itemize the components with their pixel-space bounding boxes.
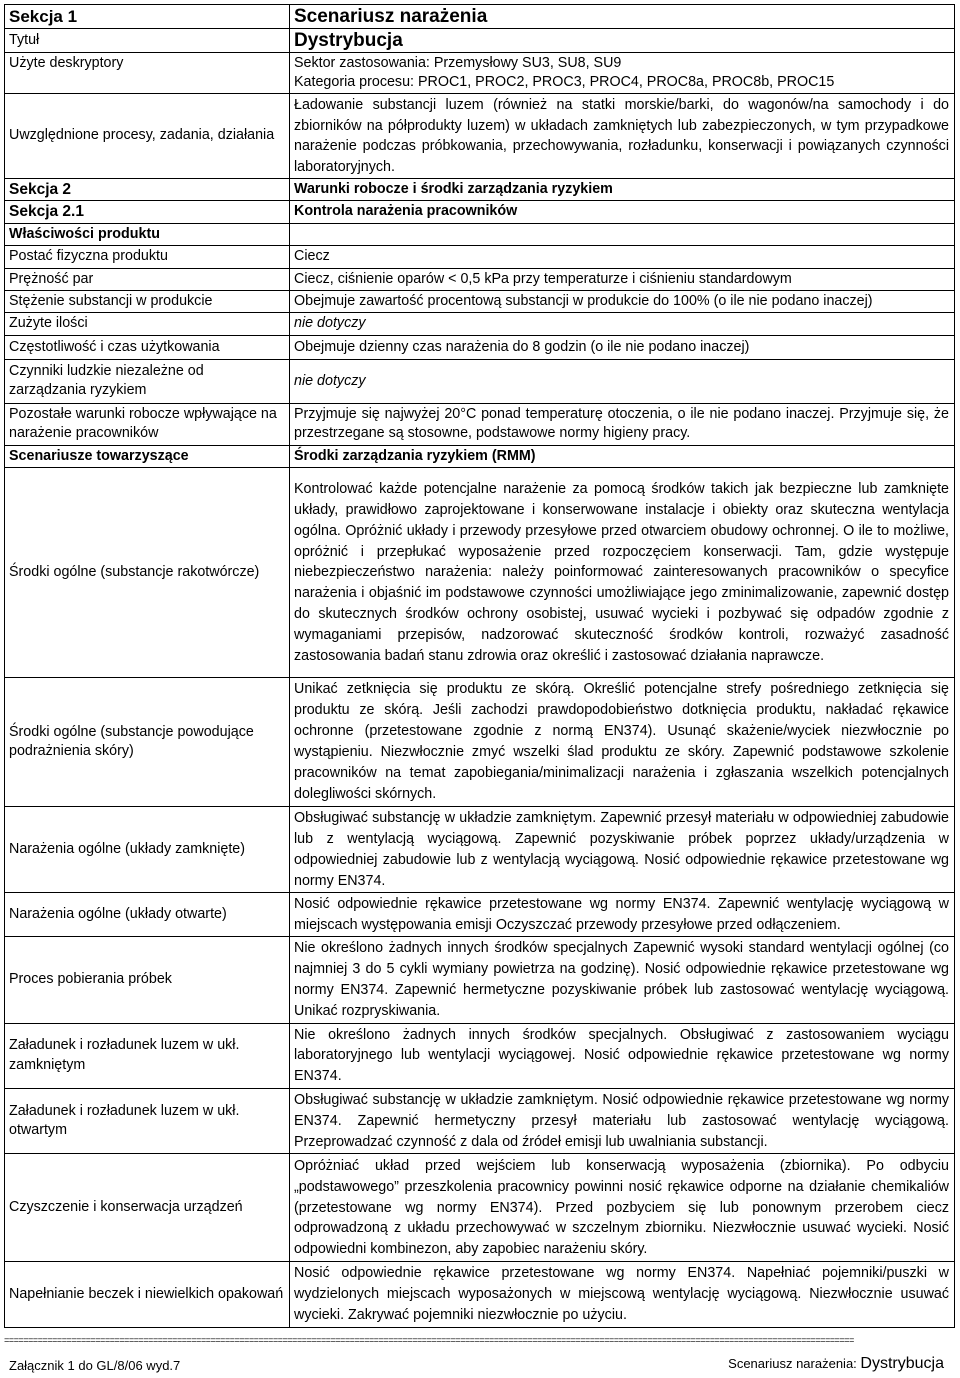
physical-form-value: Ciecz <box>290 246 955 268</box>
section-2-1-title: Kontrola narażenia pracowników <box>290 201 955 223</box>
table-row <box>5 359 955 403</box>
open-bulk-transfer-value: Obsługiwać substancję w układzie zamkniętym. Nosić odpowiednie rękawice przetestowane wg normy EN374. Zapewnić hermetyczny przesył materiału lub zastosować wentylację wyciągową. Przeprowadzać czynność z dala od źródeł emisji lub uwalniania substancji. <box>290 1089 955 1154</box>
separator-line: ================================================================================================================================================================================= <box>4 1337 854 1346</box>
frequency-label: Częstotliwość i czas użytkowania <box>5 335 290 359</box>
process-category: Kategoria procesu: PROC1, PROC2, PROC3, PROC4, PROC8a, PROC8b, PROC15 <box>294 74 835 90</box>
skin-irritant-measures-value: Unikać zetknięcia się produktu ze skórą. Określić potencjalne strefy pośredniego zetknięcia się produktu ze skórą. Jeśli zachodzi prawdopodobieństwo dotknięcia produktu, nakładać rękawice ochronne (przetestowane zgodnie z normą EN374). Usunąć skażenie/wyciek niezwłocznie po wystąpieniu. Niezwłocznie zmyć wszelki ślad produktu ze skóry. Zapewnić podstawowe szkolenie pracowników na temat zapobiegania/minimalizacji narażenia i zgłaszania wszelkich potencjalnych dolegliwości skórnych. <box>290 678 955 807</box>
product-properties-label: Właściwości produktu <box>5 223 290 245</box>
table-row <box>5 403 955 445</box>
vapour-pressure-label: Prężność par <box>5 268 290 290</box>
maintenance-value: Opróżniać układ przed wejściem lub konserwacją wyposażenia (zbiornika). Po odbyciu „podstawowego” przeszkolenia pracownicy powinni nosić rękawice odporne na działanie chemikaliów (przetestowane wg normy EN374). Przed pozbyciem się lub ponownym przerobem ciecz odprowadzoną z układu przechowywać w szczelnym zbiorniku. Niezwłocznie usuwać wycieki. Nosić odpowiedni kombinezon, aby zapobiec narażeniu skóry. <box>290 1154 955 1262</box>
carcinogen-measures-value: Kontrolować każde potencjalne narażenie za pomocą środków takich jak bezpieczne lub zamknięte układy, prawidłowo zaprojektowane i konserwowane instalacje i obiekty oraz skuteczna wentylacja ogólna. Opróżnić układy i przewody przesyłowe przed otwarciem obudowy ochronnej. O ile to możliwe, opróżnić i przepłukać wyposażenie przed rozpoczęciem konserwacji. Tam, gdzie występuje niebezpieczeństwo narażenia: należy poinformować zainteresowanych pracowników o specyfice narażenia i objaśnić im podstawowe czynności umożliwiające jego zminimalizowanie, zapewnić dostęp do skutecznych środków ochrony osobistej, usuwać wycieki i pozbywać się odpadów zgodnie z wymaganiami przepisów, nadzorować skuteczność środków kontroli, rozważyć zasadność zastosowania badań stanu zdrowia oraz określić i zastosować działania naprawcze. <box>290 468 955 678</box>
table-row <box>5 807 955 893</box>
title-label: Tytuł <box>5 29 290 53</box>
physical-form-label: Postać fizyczna produktu <box>5 246 290 268</box>
closed-systems-label: Narażenia ogólne (układy zamknięte) <box>5 807 290 893</box>
closed-bulk-transfer-value: Nie określono żadnych innych środków specjalnych. Obsługiwać z zastosowaniem wyciągu laboratoryjnego lub wentylacji wyciągowej. Nosić odpowiednie rękawice przetestowane wg normy EN374. <box>290 1023 955 1088</box>
open-bulk-transfer-label: Załadunek i rozładunek luzem w ukł. otwartym <box>5 1089 290 1154</box>
vapour-pressure-value: Ciecz, ciśnienie oparów < 0,5 kPa przy temperaturze i ciśnieniu standardowym <box>290 268 955 290</box>
human-factors-value: nie dotyczy <box>290 359 955 403</box>
table-row <box>5 179 955 201</box>
drum-filling-label: Napełnianie beczek i niewielkich opakowań <box>5 1262 290 1327</box>
sampling-label: Proces pobierania próbek <box>5 937 290 1023</box>
sampling-value: Nie określono żadnych innych środków specjalnych Zapewnić wysoki standard wentylacji ogólnej (co najmniej 3 do 5 cykli wymiany powietrza na godzinę). Nosić odpowiednie rękawice przetestowane wg normy EN374. Zapewnić hermetyczne pozyskiwanie próbek lub zastosować wentylację wyciągową. Unikać rozpryskiwania. <box>290 937 955 1023</box>
other-conditions-value: Przyjmuje się najwyżej 20°C ponad temperaturę otoczenia, o ile nie podano inaczej. Przyjmuje się, że przestrzegane są stosowne, podstawowe normy higieny pracy. <box>290 403 955 445</box>
closed-bulk-transfer-label: Załadunek i rozładunek luzem w ukł. zamkniętym <box>5 1023 290 1088</box>
rmm-heading: Środki zarządzania ryzykiem (RMM) <box>290 445 955 467</box>
table-row <box>5 468 955 678</box>
table-row <box>5 678 955 807</box>
table-row <box>5 313 955 335</box>
maintenance-label: Czyszczenie i konserwacja urządzeń <box>5 1154 290 1262</box>
table-row <box>5 29 955 53</box>
processes-value: Ładowanie substancji luzem (również na statki morskie/barki, do wagonów/na samochody i do zbiorników na półprodukty luzem) w układach zamkniętych lub zabezpieczonych, w tym przypadkowe narażenie podczas próbkowania, przechowywania, rozładunku, konserwacji i powiązanych czynności laboratoryjnych. <box>290 94 955 179</box>
contributing-scenarios-label: Scenariusze towarzyszące <box>5 445 290 467</box>
drum-filling-value: Nosić odpowiednie rękawice przetestowane wg normy EN374. Napełniać pojemniki/puszki w wydzielonych miejscach wyposażonych w miejscową wentylację wyciągową. Niezwłocznie usuwać wycieki. Zakrywać pojemniki niezwłocznie po użyciu. <box>290 1262 955 1327</box>
open-systems-value: Nosić odpowiednie rękawice przetestowane wg normy EN374. Zapewnić wentylację wyciągową w miejscach występowania emisji Oczyszczać przewody przesyłowe przed odłączeniem. <box>290 893 955 937</box>
table-row <box>5 1154 955 1262</box>
table-row <box>5 335 955 359</box>
table-row <box>5 445 955 467</box>
skin-irritant-measures-label: Środki ogólne (substancje powodujące podrażnienia skóry) <box>5 678 290 807</box>
footer-scenario-value: Dystrybucja <box>860 1355 944 1372</box>
product-properties-value <box>290 223 955 245</box>
footer-scenario <box>728 1355 944 1373</box>
table-row <box>5 94 955 179</box>
section-2-label: Sekcja 2 <box>5 179 290 201</box>
section-1-label: Sekcja 1 <box>5 5 290 29</box>
table-row <box>5 893 955 937</box>
other-conditions-label: Pozostałe warunki robocze wpływające na narażenie pracowników <box>5 403 290 445</box>
descriptors-value <box>290 53 955 94</box>
table-row <box>5 223 955 245</box>
scenario-table <box>4 4 955 1328</box>
table-row <box>5 268 955 290</box>
amounts-used-label: Zużyte ilości <box>5 313 290 335</box>
table-row <box>5 1023 955 1088</box>
footer-annex: Załącznik 1 do GL/8/06 wyd.7 <box>9 1358 181 1373</box>
table-row <box>5 5 955 29</box>
table-row <box>5 1089 955 1154</box>
table-row <box>5 1262 955 1327</box>
section-2-1-label: Sekcja 2.1 <box>5 201 290 223</box>
exposure-scenario-document <box>4 4 954 1328</box>
sector-of-use: Sektor zastosowania: Przemysłowy SU3, SU8, SU9 <box>294 55 622 71</box>
descriptors-label: Użyte deskryptory <box>5 53 290 94</box>
footer-scenario-label: Scenariusz narażenia: <box>728 1356 857 1371</box>
closed-systems-value: Obsługiwać substancję w układzie zamkniętym. Zapewnić przesył materiału w odpowiedniej zabudowie lub z wentylacją wyciągową. Zapewnić pozyskiwanie próbek poprzez układy/urządzenia w odpowiedniej zabudowie lub z wentylacją wyciągową. Nosić odpowiednie rękawice przetestowane wg normy EN374. <box>290 807 955 893</box>
table-row <box>5 291 955 313</box>
concentration-label: Stężenie substancji w produkcie <box>5 291 290 313</box>
table-row <box>5 937 955 1023</box>
processes-label: Uwzględnione procesy, zadania, działania <box>5 94 290 179</box>
table-row <box>5 53 955 94</box>
table-row <box>5 246 955 268</box>
human-factors-label: Czynniki ludzkie niezależne od zarządzania ryzykiem <box>5 359 290 403</box>
table-row <box>5 201 955 223</box>
open-systems-label: Narażenia ogólne (układy otwarte) <box>5 893 290 937</box>
scenario-heading: Scenariusz narażenia <box>290 5 955 29</box>
frequency-value: Obejmuje dzienny czas narażenia do 8 godzin (o ile nie podano inaczej) <box>290 335 955 359</box>
amounts-used-value: nie dotyczy <box>290 313 955 335</box>
carcinogen-measures-label: Środki ogólne (substancje rakotwórcze) <box>5 468 290 678</box>
concentration-value: Obejmuje zawartość procentową substancji w produkcie do 100% (o ile nie podano inaczej) <box>290 291 955 313</box>
section-2-title: Warunki robocze i środki zarządzania ryzykiem <box>290 179 955 201</box>
scenario-title: Dystrybucja <box>290 29 955 53</box>
